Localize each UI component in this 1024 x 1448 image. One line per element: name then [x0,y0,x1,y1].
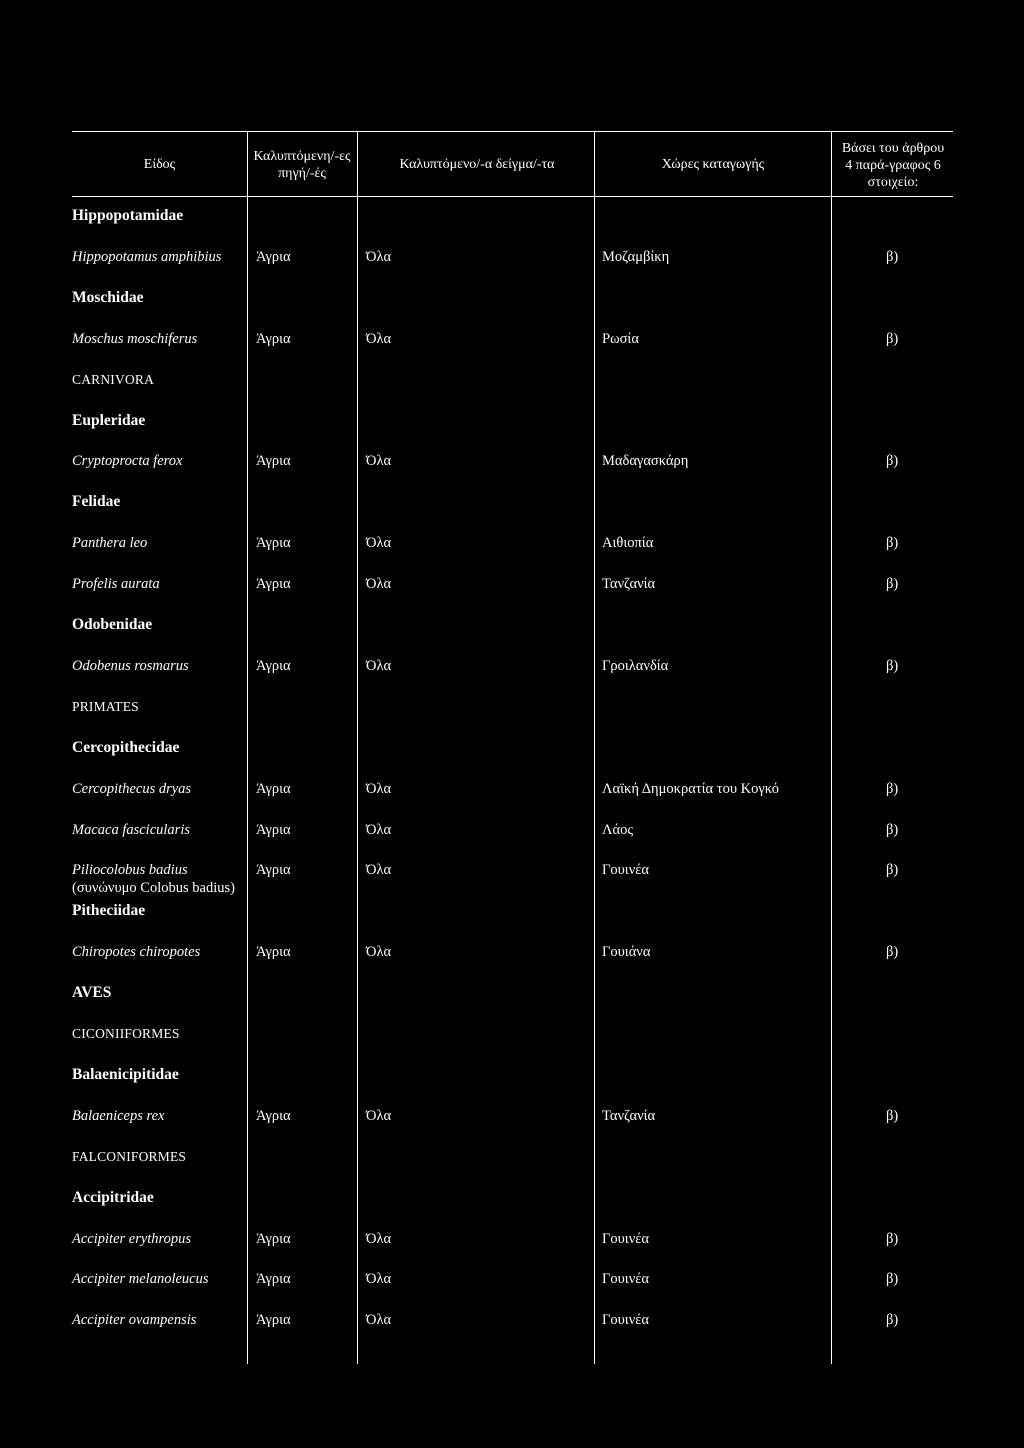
source-cell: Άγρια [256,781,291,797]
basis-cell: β) [886,1108,899,1124]
country-cell: Γουιάνα [602,944,651,960]
family-name: Moschidae [72,289,144,306]
species-name: Panthera leo [72,535,148,551]
species-name: Chiropotes chiropotes [72,944,201,960]
species-name: Balaeniceps rex [72,1108,165,1124]
country-cell: Τανζανία [602,1108,656,1124]
country-cell: Μαδαγασκάρη [602,453,689,469]
table-top-rule [72,131,953,132]
specimens-cell: Όλα [366,1108,392,1124]
specimens-cell: Όλα [366,1312,392,1328]
basis-cell: β) [886,576,899,592]
basis-cell: β) [886,1312,899,1328]
basis-cell: β) [886,781,899,797]
source-cell: Άγρια [256,1312,291,1328]
order-name: PRIMATES [72,699,139,714]
source-cell: Άγρια [256,576,291,592]
header-countries: Χώρες καταγωγής [661,157,765,172]
country-cell: Λάος [602,822,634,838]
species-name: Profelis aurata [72,576,160,592]
country-cell: Αιθιοπία [602,535,654,551]
header-specimens: Καλυπτόμενο/-α δείγμα/-τα [399,157,555,172]
basis-cell: β) [886,822,899,838]
basis-cell: β) [886,1271,899,1287]
specimens-cell: Όλα [366,658,392,674]
source-cell: Άγρια [256,535,291,551]
header-basis: Βάσει του άρθρου 4 παρά-γραφος 6 στοιχείο: [841,141,945,190]
order-name: FALCONIFORMES [72,1149,187,1164]
family-name: Hippopotamidae [72,207,184,224]
basis-cell: β) [886,658,899,674]
basis-cell: β) [886,1231,899,1247]
column-divider [357,131,358,1364]
species-name: Odobenus rosmarus [72,658,189,674]
family-name: Odobenidae [72,616,153,633]
basis-cell: β) [886,453,899,469]
basis-cell: β) [886,331,899,347]
column-divider [247,131,248,1364]
specimens-cell: Όλα [366,862,392,878]
basis-cell: β) [886,249,899,265]
country-cell: Γροιλανδία [602,658,669,674]
source-cell: Άγρια [256,1108,291,1124]
source-cell: Άγρια [256,453,291,469]
country-cell: Γουινέα [602,862,649,878]
column-divider [831,131,832,1364]
family-name: Accipitridae [72,1189,154,1206]
species-name: Accipiter ovampensis [72,1312,197,1328]
header-bottom-rule [72,196,953,197]
specimens-cell: Όλα [366,1231,392,1247]
species-name: Piliocolobus badius (συνώνυμο Colobus badius) [72,862,235,896]
family-name: Cercopithecidae [72,739,180,756]
source-cell: Άγρια [256,944,291,960]
basis-cell: β) [886,535,899,551]
family-name: Balaenicipitidae [72,1066,179,1083]
specimens-cell: Όλα [366,331,392,347]
source-cell: Άγρια [256,331,291,347]
source-cell: Άγρια [256,1231,291,1247]
country-cell: Γουινέα [602,1271,649,1287]
header-species: Είδος [143,157,176,172]
header-source: Καλυπτόμενη/-ες πηγή/-ές [253,149,351,181]
source-cell: Άγρια [256,658,291,674]
basis-cell: β) [886,862,899,878]
order-name: CICONIIFORMES [72,1026,180,1041]
species-name: Accipiter erythropus [72,1231,192,1247]
specimens-cell: Όλα [366,1271,392,1287]
specimens-cell: Όλα [366,535,392,551]
specimens-cell: Όλα [366,944,392,960]
order-name: CARNIVORA [72,372,155,387]
country-cell: Μοζαμβίκη [602,249,670,265]
specimens-cell: Όλα [366,453,392,469]
source-cell: Άγρια [256,1271,291,1287]
column-divider [594,131,595,1364]
country-cell: Τανζανία [602,576,656,592]
species-name: Accipiter melanoleucus [72,1271,209,1287]
species-name: Moschus moschiferus [72,331,198,347]
source-cell: Άγρια [256,862,291,878]
family-name: Felidae [72,493,121,510]
species-name: Macaca fascicularis [72,822,190,838]
country-cell: Γουινέα [602,1231,649,1247]
specimens-cell: Όλα [366,249,392,265]
family-name: Eupleridae [72,412,146,429]
species-name: Hippopotamus amphibius [72,249,222,265]
country-cell: Λαϊκή Δημοκρατία του Κογκό [602,781,779,797]
specimens-cell: Όλα [366,822,392,838]
species-name: Cercopithecus dryas [72,781,192,797]
specimens-cell: Όλα [366,781,392,797]
specimens-cell: Όλα [366,576,392,592]
source-cell: Άγρια [256,249,291,265]
basis-cell: β) [886,944,899,960]
country-cell: Ρωσία [602,331,639,347]
country-cell: Γουινέα [602,1312,649,1328]
source-cell: Άγρια [256,822,291,838]
species-name: Cryptoprocta ferox [72,453,183,469]
family-name: Pitheciidae [72,902,146,919]
class-name: AVES [72,984,112,1001]
